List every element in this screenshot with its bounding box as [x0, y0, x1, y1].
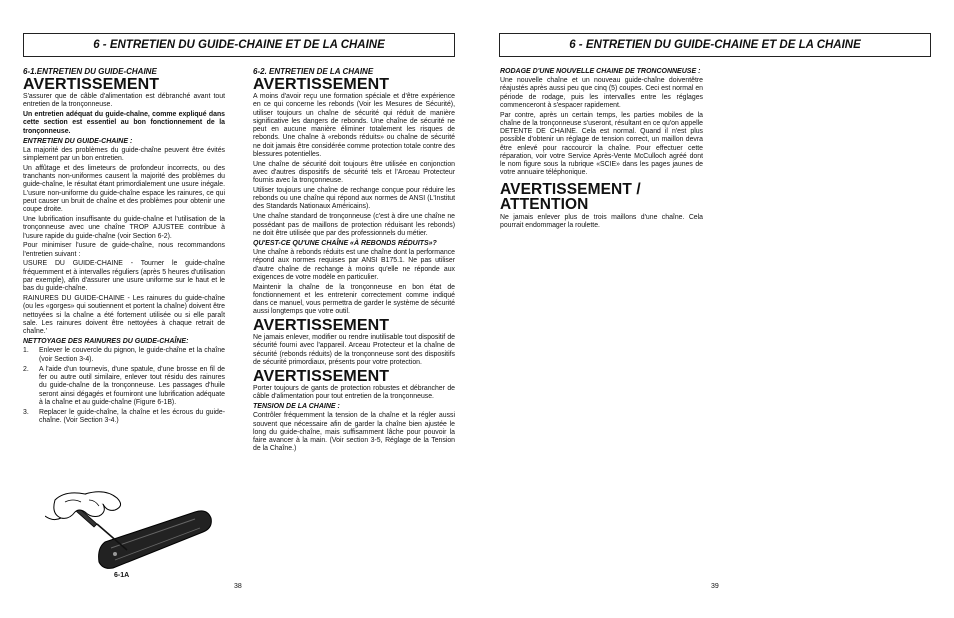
step-text: A l'aide d'un tournevis, d'une spatule, d'une brosse en fil de fer ou autre outil similaire, enlever tout résidu des rainures du guide-chaîne de la tronçonneuse. Les passages d'huile seront ainsi dégagés et fourniront une lubrification adéquate à la chaîne et au guide-chaîne (Figure 6-1B).	[39, 365, 225, 406]
warning-title: AVERTISSEMENT	[23, 76, 160, 93]
paragraph: USURE DU GUIDE-CHAINE - Tourner le guide-chaîne fréquemment et à intervalles réguliers (après 5 heures d'utilisation par exemple), afin d'assurer une usure uniforme sur le haut et le bas du guide-chaîne.	[23, 260, 225, 293]
paragraph-bold: Un entretien adéquat du guide-chaîne, comme expliqué dans cette section est essentiel au bon fonctionnement de la tronçonneuse.	[23, 111, 225, 135]
step-number: 2.	[23, 365, 29, 373]
step-number: 3.	[23, 409, 29, 417]
paragraph: Pour minimiser l'usure de guide-chaîne, nous recommandons l'entretien suivant :	[23, 242, 225, 258]
warning-title: AVERTISSEMENT	[253, 317, 390, 335]
paragraph: Ne jamais enlever, modifier ou rendre inutilisable tout dispositif de sécurité fourni avec l'appareil. Arceau Protecteur et la chaîne de sécurité (rebonds réduits) de la tronçonneuse sont des dispositifs de sécurité primordiaux, présents pour votre protection.	[253, 334, 455, 366]
section-heading-6-2: 6-2. ENTRETIEN DE LA CHAINE	[253, 67, 374, 76]
paragraph: Maintenir la chaîne de la tronçonneuse en bon état de fonctionnement et les entretenir correctement comme indiqué dans ce manuel, vous permettra de garder le système de sécurité aussi longtemps que votre outil.	[253, 283, 455, 316]
warning-title-line-2: ATTENTION	[500, 196, 589, 214]
paragraph: Une chaîne à rebonds réduits est une chaîne dont la performance répond aux normes requises par ANSI B175.1. Ne pas utiliser d'autre chaîne de rechange à moins qu'elle ne réponde aux exigences de votre modèle en particulier.	[253, 249, 455, 281]
warning-title-line-1: AVERTISSEMENT /	[500, 180, 641, 198]
list-item	[23, 409, 225, 426]
guide-bar-cleaning-illustration	[45, 486, 215, 576]
paragraph: Porter toujours de gants de protection robustes et débrancher de câble d'alimentation pour tout entretien de la tronçonneuse.	[253, 384, 455, 401]
left-column-1	[23, 68, 225, 428]
section-heading-6-1: 6-1.ENTRETIEN DU GUIDE-CHAINE	[23, 67, 157, 76]
left-column-2	[253, 68, 455, 455]
step-text: Replacer le guide-chaîne, la chaîne et les écrous du guide-chaîne. (Voir Section 3-4.)	[39, 409, 225, 425]
sub-heading: ENTRETIEN DU GUIDE-CHAINE :	[23, 137, 133, 145]
step-number: 1.	[23, 347, 29, 355]
paragraph: A moins d'avoir reçu une formation spéciale et d'être expérience en ce qui concerne les rebonds (Voir les Mesures de Sécurité), utiliser toujours un chaîne de sécurité qui réduit de manière significative les dangers de rebonds. Une chaîne de sécurité ne peut en aucune manière éliminer totalement les risques de rebonds. Une chaîne à «rebonds réduits» ou chaîne de sécurité ne doit jamais être considérée comme protection totale contre des blessures potentielles.	[253, 93, 455, 158]
sub-heading: RODAGE D'UNE NOUVELLE CHAINE DE TRONCONNEUSE :	[500, 68, 701, 75]
right-page-header: 6 - ENTRETIEN DU GUIDE-CHAINE ET DE LA CHAINE	[499, 33, 931, 57]
step-text: Enlever le couvercle du pignon, le guide-chaîne et la chaîne (voir Section 3-4).	[39, 347, 225, 363]
page-number: 38	[234, 583, 242, 590]
paragraph: Par contre, après un certain temps, les parties mobiles de la chaîne de la tronçonneuse s'useront, résultant en ce qu'on appelle DETENTE DE CHAINE. Cela est normal. Quand il n'est plus possible d'obtenir un réglage de tension correct, un maillon devra être enlevé pour raccourcir la chaîne. Pour effectuer cette réparation, voir votre Service Après-Vente McCulloch agréé dont le nom figure sous la rubrique «SCIE» dans les pages jaunes de votre annuaire téléphonique.	[500, 111, 703, 177]
paragraph: Une chaîne standard de tronçonneuse (c'est à dire une chaîne ne possédant pas de maillons de protection réduisant les rebonds) ne doit être utilisée que par des professionnels du métier.	[253, 213, 455, 237]
paragraph: La majorité des problèmes du guide-chaîne peuvent être évités simplement par un bon entretien.	[23, 146, 225, 163]
paragraph: Une nouvelle chaîne et un nouveau guide-chaîne doiventêtre réajustés après aussi peu que cinq (5) coupes. Ceci est normal en période de rodage, puis les intervalles entre les réglages commenceront à s'espacer rapidement.	[500, 77, 703, 109]
paragraph: Une chaîne de sécurité doit toujours être utilisée en conjonction avec d'autres dispositifs de sécurité tels et l'Arceau Protecteur fournis avec la tronçonneuse.	[253, 160, 455, 185]
list-item	[23, 347, 225, 364]
paragraph: Contrôler fréquemment la tension de la chaîne et la régler aussi souvent que nécessaire afin de garder la chaîne bien ajustée le long du guide-chaîne, mais suffisamment lâche pour pouvoir la faire avancer à la main. (Voir section 3-5, Réglage de la Tension de la Chaîne.)	[253, 412, 455, 453]
paragraph: Utiliser toujours une chaîne de rechange conçue pour réduire les rebonds ou une chaîne qui répond aux normes de ANSI (L'Institut des Standards Nationaux Américains).	[253, 186, 455, 211]
sub-heading: NETTOYAGE DES RAINURES DU GUIDE-CHAÎNE:	[23, 338, 189, 346]
left-page-header: 6 - ENTRETIEN DU GUIDE-CHAINE ET DE LA CHAINE	[23, 33, 455, 57]
steps-list	[23, 347, 225, 425]
paragraph: S'assurer que de câble d'alimentation est débranché avant tout entretien de la tronçonneuse.	[23, 93, 225, 109]
paragraph: Un affûtage et des limeteurs de profondeur incorrects, ou des tranchants non-uniformes causent la majorité des problèmes du guide-chaîne, le résultat étant primordialement une usure inégale. L'usure non-uniforme du guide-chaîne espace les rainures, ce qui peut causer un bruit de chaîne et des problèmes pour obtenir une coupe droite.	[23, 164, 225, 214]
right-column	[500, 68, 703, 232]
warning-title: AVERTISSEMENT	[253, 76, 390, 93]
figure-label: 6-1A	[114, 572, 130, 579]
paragraph: Une lubrification insuffisante du guide-chaîne et l'utilisation de la tronçonneuse avec une chaîne TROP AJUSTEE contribue à l'usure rapide du guide-chaîne (voir Section 6-2).	[23, 216, 225, 240]
paragraph: RAINURES DU GUIDE-CHAINE - Les rainures du guide-chaîne (ou les «gorges» qui soutiennent et portent la chaîne) doivent être nettoyées si la chaîne a été fortement utilisée ou si elle paraît sale. Les rainures doivent être nettoyées à chaque retrait de chaîne.'	[23, 295, 225, 336]
warning-title: AVERTISSEMENT	[253, 367, 390, 385]
sub-heading: TENSION DE LA CHAINE :	[253, 403, 340, 411]
sub-heading: QU'EST-CE QU'UNE CHAÎNE «À REBONDS RÉDUITS»?	[253, 240, 437, 248]
page-number: 39	[711, 583, 719, 590]
list-item	[23, 366, 225, 407]
paragraph: Ne jamais enlever plus de trois maillons d'une chaîne. Cela pourrait endommager la roulette.	[500, 213, 703, 229]
